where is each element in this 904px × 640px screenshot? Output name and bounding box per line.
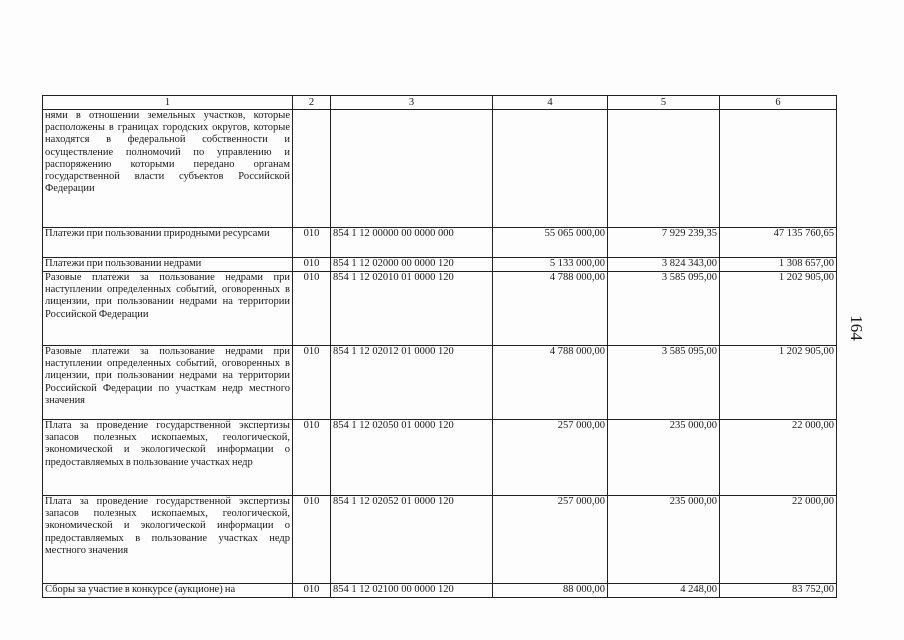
row-col4	[493, 110, 608, 228]
row-name: Платежи при пользовании недрами	[43, 258, 293, 272]
row-name: Разовые платежи за пользование недрами при наступлении определенных событий, оговоренных в лицензии, при пользовании недрами на территории Российской Федерации по участкам недр местного значения	[43, 346, 293, 420]
row-col6: 1 202 905,00	[720, 272, 837, 346]
row-kbk: 854 1 12 00000 00 0000 000	[331, 228, 493, 258]
row-kbk	[331, 110, 493, 228]
row-col6: 1 308 657,00	[720, 258, 837, 272]
row-col5: 235 000,00	[608, 496, 720, 584]
column-header-2: 2	[293, 96, 331, 110]
row-code: 010	[293, 584, 331, 598]
table-row	[43, 346, 837, 420]
table-header-row	[43, 96, 837, 110]
row-col6: 22 000,00	[720, 496, 837, 584]
row-col5: 4 248,00	[608, 584, 720, 598]
column-header-4: 4	[493, 96, 608, 110]
revenue-table	[42, 95, 837, 598]
table-row	[43, 496, 837, 584]
row-col4: 4 788 000,00	[493, 272, 608, 346]
row-kbk: 854 1 12 02100 00 0000 120	[331, 584, 493, 598]
row-name: Плата за проведение государственной экспертизы запасов полезных ископаемых, геологической, экономической и экологической информации о предоставляемых в пользование участках недр	[43, 420, 293, 496]
row-col6: 1 202 905,00	[720, 346, 837, 420]
row-kbk: 854 1 12 02012 01 0000 120	[331, 346, 493, 420]
page-number: 164	[847, 315, 866, 341]
row-col5	[608, 110, 720, 228]
row-col4: 257 000,00	[493, 420, 608, 496]
row-kbk: 854 1 12 02052 01 0000 120	[331, 496, 493, 584]
row-code: 010	[293, 420, 331, 496]
column-header-3: 3	[331, 96, 493, 110]
row-col4: 5 133 000,00	[493, 258, 608, 272]
row-col5: 3 824 343,00	[608, 258, 720, 272]
table-row	[43, 258, 837, 272]
column-header-6: 6	[720, 96, 837, 110]
row-name: Разовые платежи за пользование недрами при наступлении определенных событий, оговоренных в лицензии, при пользовании недрами на территории Российской Федерации	[43, 272, 293, 346]
row-kbk: 854 1 12 02010 01 0000 120	[331, 272, 493, 346]
row-name: Плата за проведение государственной экспертизы запасов полезных ископаемых, геологической, экономической и экологической информации о предоставляемых в пользование участках недр местного значения	[43, 496, 293, 584]
row-code: 010	[293, 346, 331, 420]
table-row	[43, 584, 837, 598]
row-kbk: 854 1 12 02050 01 0000 120	[331, 420, 493, 496]
row-col4: 88 000,00	[493, 584, 608, 598]
row-code: 010	[293, 258, 331, 272]
row-col5: 7 929 239,35	[608, 228, 720, 258]
row-col6	[720, 110, 837, 228]
table-row	[43, 228, 837, 258]
row-kbk: 854 1 12 02000 00 0000 120	[331, 258, 493, 272]
row-col6: 47 135 760,65	[720, 228, 837, 258]
row-code: 010	[293, 228, 331, 258]
row-col5: 3 585 095,00	[608, 272, 720, 346]
row-col6: 22 000,00	[720, 420, 837, 496]
column-header-5: 5	[608, 96, 720, 110]
row-col4: 4 788 000,00	[493, 346, 608, 420]
row-name: Платежи при пользовании природными ресурсами	[43, 228, 293, 258]
column-header-1: 1	[43, 96, 293, 110]
row-col6: 83 752,00	[720, 584, 837, 598]
row-code	[293, 110, 331, 228]
row-name: нями в отношении земельных участков, которые расположены в границах городских округов, которые находятся в федеральной собственности и осуществление полномочий по управлению и распоряжению которыми передано органам государственной власти субъектов Российской Федерации	[43, 110, 293, 228]
table-row	[43, 110, 837, 228]
row-col4: 55 065 000,00	[493, 228, 608, 258]
row-name: Сборы за участие в конкурсе (аукционе) на	[43, 584, 293, 598]
row-code: 010	[293, 496, 331, 584]
row-col5: 235 000,00	[608, 420, 720, 496]
row-col4: 257 000,00	[493, 496, 608, 584]
table-row	[43, 420, 837, 496]
table-row	[43, 272, 837, 346]
row-code: 010	[293, 272, 331, 346]
row-col5: 3 585 095,00	[608, 346, 720, 420]
